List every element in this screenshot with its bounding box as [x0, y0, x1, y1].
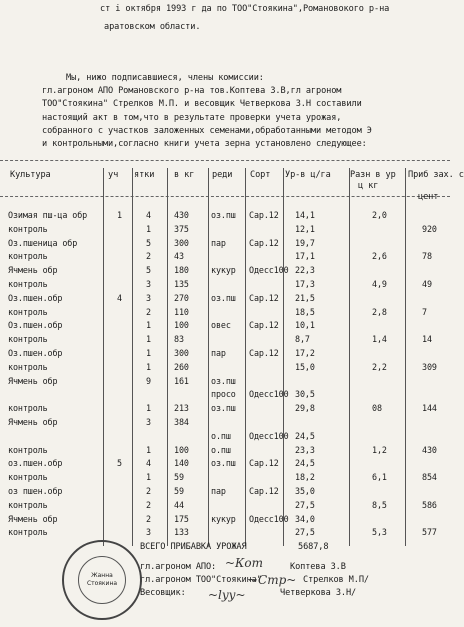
cell-diff: 1,4: [372, 334, 387, 345]
cell-prib: 7: [422, 306, 427, 317]
cell-kg: 100: [174, 444, 189, 455]
cell-diff: 2,8: [372, 306, 387, 317]
cell-prib: 586: [422, 499, 437, 510]
cell-name: Оз.пшен.обр: [8, 320, 63, 331]
footer-line-1: гл.агроном АПО:: [140, 562, 217, 572]
col-divider: [103, 168, 104, 546]
cell-yield: 35,0: [295, 486, 315, 496]
stamp-text-line-1: Жанна: [91, 572, 113, 579]
table-header-rule: [0, 196, 450, 197]
cell-kg: 83: [174, 334, 184, 345]
cell-kg: 43: [174, 251, 184, 262]
cell-kg: 430: [174, 210, 189, 220]
cell-yield: 24,5: [295, 430, 315, 441]
cell-c2: 3: [146, 527, 151, 538]
cell-diff: 1,2: [372, 444, 387, 455]
cell-pred: пар: [211, 486, 226, 496]
cell-sort: Одесс100: [249, 430, 289, 441]
cell-kg: 100: [174, 320, 189, 331]
cell-name: контроль: [8, 472, 48, 483]
cell-c2: 2: [146, 486, 151, 496]
cell-pred: кукур: [211, 265, 236, 276]
cell-name: оз.пшен.обр: [8, 458, 63, 469]
cell-kg: 300: [174, 237, 189, 248]
cell-c2: 1: [146, 444, 151, 455]
cell-sort: Сар.12: [249, 320, 279, 331]
cell-kg: 213: [174, 403, 189, 414]
stamp-text: [84, 572, 120, 588]
cell-name: контроль: [8, 306, 48, 317]
col-header-diff: Разн в ур: [350, 170, 396, 180]
cell-c2: 1: [146, 348, 151, 358]
col-header-predecessor: реди: [212, 170, 233, 180]
cell-diff: 08: [372, 403, 382, 414]
col-header-yield: Ур-в ц/га: [285, 170, 331, 180]
cell-sort: Сар.12: [249, 486, 279, 496]
cell-prib: 144: [422, 403, 437, 414]
cell-prib: 920: [422, 223, 437, 234]
cell-yield: 8,7: [295, 334, 310, 345]
cell-c2: 1: [146, 334, 151, 345]
cell-sort: Одесс100: [249, 265, 289, 276]
header-line-2: аратовском области.: [104, 22, 201, 32]
cell-pred: просо: [211, 389, 236, 400]
cell-name: контроль: [8, 444, 48, 455]
cell-pred: оз.пш: [211, 210, 236, 220]
cell-name: контроль: [8, 279, 48, 289]
cell-prib: 14: [422, 334, 432, 345]
cell-prib: 78: [422, 251, 432, 262]
cell-c2: 3: [146, 279, 151, 289]
cell-c2: 2: [146, 499, 151, 510]
cell-c1: 1: [117, 210, 122, 220]
cell-diff: 6,1: [372, 472, 387, 483]
cell-name: контроль: [8, 403, 48, 414]
cell-kg: 375: [174, 223, 189, 234]
cell-name: контроль: [8, 361, 48, 372]
header-line-7: собранного с участков заложенных семенами,обработанными методом Э: [42, 126, 372, 136]
cell-kg: 260: [174, 361, 189, 372]
cell-yield: 21,5: [295, 292, 315, 303]
total-value: 5687,8: [298, 542, 329, 552]
cell-name: Оз.пшеница обр: [8, 237, 78, 248]
cell-kg: 140: [174, 458, 189, 469]
cell-c2: 1: [146, 361, 151, 372]
col-header-plots: ятки: [134, 170, 155, 180]
cell-yield: 27,5: [295, 499, 315, 510]
cell-yield: 34,0: [295, 513, 315, 524]
header-line-8: и контрольными,согласно книги учета зерна установлено следующее:: [42, 139, 367, 149]
cell-c2: 1: [146, 223, 151, 234]
cell-c1: 5: [117, 458, 122, 469]
col-divider: [132, 168, 133, 546]
total-label: ВСЕГО ПРИБАВКА УРОЖАЯ: [140, 542, 247, 552]
cell-yield: 12,1: [295, 223, 315, 234]
cell-c2: 1: [146, 403, 151, 414]
cell-c2: 4: [146, 458, 151, 469]
cell-c2: 5: [146, 265, 151, 276]
cell-sort: Сар.12: [249, 237, 279, 248]
cell-name: Озимая пш-ца обр: [8, 210, 88, 220]
cell-kg: 270: [174, 292, 189, 303]
cell-prib: 49: [422, 279, 432, 289]
col-divider: [283, 168, 284, 546]
cell-kg: 59: [174, 472, 184, 483]
cell-diff: 4,9: [372, 279, 387, 289]
cell-name: Ячмень обр: [8, 513, 58, 524]
cell-kg: 133: [174, 527, 189, 538]
cell-yield: 29,8: [295, 403, 315, 414]
cell-name: контроль: [8, 499, 48, 510]
cell-name: Ячмень обр: [8, 417, 58, 427]
cell-c2: 2: [146, 513, 151, 524]
col-header-gain: Приб зах. с: [408, 170, 464, 180]
cell-c2: 9: [146, 375, 151, 386]
cell-pred: пар: [211, 348, 226, 358]
cell-kg: 180: [174, 265, 189, 276]
footer-line-1-name: Коптева З.В: [290, 562, 346, 572]
cell-pred: оз.пш: [211, 403, 236, 414]
cell-name: контроль: [8, 334, 48, 345]
cell-yield: 15,0: [295, 361, 315, 372]
cell-sort: Одесс100: [249, 389, 289, 400]
header-line-6: настоящий акт в том,что в результате проверки учета урожая,: [42, 113, 342, 123]
cell-c2: 5: [146, 237, 151, 248]
cell-prib: 577: [422, 527, 437, 538]
signature-strelkov: ~Стр~: [248, 573, 297, 587]
signature-koptsева: ~Кот: [225, 556, 263, 570]
cell-diff: 5,3: [372, 527, 387, 538]
col-divider: [245, 168, 246, 546]
cell-kg: 175: [174, 513, 189, 524]
cell-yield: 24,5: [295, 458, 315, 469]
cell-name: контроль: [8, 251, 48, 262]
cell-pred: оз.пш: [211, 458, 236, 469]
cell-pred: о.пш: [211, 430, 231, 441]
col-header-crop: Культура: [10, 170, 51, 180]
cell-sort: Сар.12: [249, 348, 279, 358]
cell-yield: 14,1: [295, 210, 315, 220]
col-header-plot: уч: [108, 170, 119, 180]
cell-yield: 17,2: [295, 348, 315, 358]
cell-pred: овес: [211, 320, 231, 331]
cell-yield: 27,5: [295, 527, 315, 538]
cell-sort: Сар.12: [249, 210, 279, 220]
cell-diff: 2,0: [372, 210, 387, 220]
cell-c2: 3: [146, 292, 151, 303]
cell-yield: 30,5: [295, 389, 315, 400]
col-divider: [208, 168, 209, 546]
cell-name: контроль: [8, 223, 48, 234]
cell-pred: оз.пш: [211, 375, 236, 386]
cell-yield: 18,2: [295, 472, 315, 483]
cell-pred: кукур: [211, 513, 236, 524]
cell-yield: 18,5: [295, 306, 315, 317]
cell-name: Оз.пшен.обр: [8, 348, 63, 358]
cell-diff: 2,6: [372, 251, 387, 262]
cell-kg: 161: [174, 375, 189, 386]
cell-yield: 22,3: [295, 265, 315, 276]
cell-prib: 854: [422, 472, 437, 483]
cell-kg: 44: [174, 499, 184, 510]
cell-yield: 10,1: [295, 320, 315, 331]
cell-yield: 17,1: [295, 251, 315, 262]
cell-yield: 23,3: [295, 444, 315, 455]
cell-pred: пар: [211, 237, 226, 248]
cell-name: Ячмень обр: [8, 265, 58, 276]
cell-c1: 4: [117, 292, 122, 303]
cell-kg: 384: [174, 417, 189, 427]
cell-name: контроль: [8, 527, 48, 538]
footer-line-3: Весовщик:: [140, 588, 186, 598]
footer-line-2-name: Стрелков М.П/: [303, 575, 369, 585]
cell-kg: 300: [174, 348, 189, 358]
cell-yield: 17,3: [295, 279, 315, 289]
col-divider: [405, 168, 406, 546]
footer-line-2: гл.агроном ТОО"Стоякина": [140, 575, 262, 585]
cell-sort: Одесс100: [249, 513, 289, 524]
stamp-text-line-2: Стоякина: [86, 580, 118, 587]
cell-sort: Сар.12: [249, 292, 279, 303]
cell-prib: 309: [422, 361, 437, 372]
footer-line-3-name: Четверкова З.Н/: [280, 588, 357, 598]
table-top-rule: [0, 160, 450, 161]
col-header-diff-unit: ц кг: [358, 181, 379, 191]
cell-kg: 135: [174, 279, 189, 289]
official-stamp: [62, 540, 142, 620]
col-divider: [349, 168, 350, 546]
header-line-5: ТОО"Стоякина" Стрелков М.П. и весовщик Четверкова З.Н составили: [42, 99, 362, 109]
col-header-sort: Сорт: [250, 170, 271, 180]
col-header-kg: в кг: [174, 170, 195, 180]
cell-name: оз пшен.обр: [8, 486, 63, 496]
cell-diff: 8,5: [372, 499, 387, 510]
cell-c2: 1: [146, 472, 151, 483]
cell-c2: 2: [146, 251, 151, 262]
cell-c2: 1: [146, 320, 151, 331]
cell-sort: Сар.12: [249, 458, 279, 469]
col-divider: [167, 168, 168, 546]
cell-kg: 59: [174, 486, 184, 496]
cell-name: Ячмень обр: [8, 375, 58, 386]
cell-name: Оз.пшен.обр: [8, 292, 63, 303]
signature-chetverkova: ~lyy~: [208, 588, 246, 602]
col-header-gain-unit: цент: [418, 192, 439, 202]
cell-pred: оз.пш: [211, 292, 236, 303]
cell-diff: 2,2: [372, 361, 387, 372]
cell-kg: 110: [174, 306, 189, 317]
cell-c2: 2: [146, 306, 151, 317]
cell-c2: 3: [146, 417, 151, 427]
header-line-4: гл.агроном АПО Романовского р-на тов.Коптева З.В,гл агроном: [42, 86, 342, 96]
header-line-3: Мы, нижо подписавшиеся, члены комиссии:: [66, 73, 264, 83]
cell-c2: 4: [146, 210, 151, 220]
header-line-1: ст і октября 1993 г да по ТОО"Стоякина",Романовокого р-на: [100, 4, 390, 14]
cell-pred: о.пш: [211, 444, 231, 455]
cell-prib: 430: [422, 444, 437, 455]
cell-yield: 19,7: [295, 237, 315, 248]
